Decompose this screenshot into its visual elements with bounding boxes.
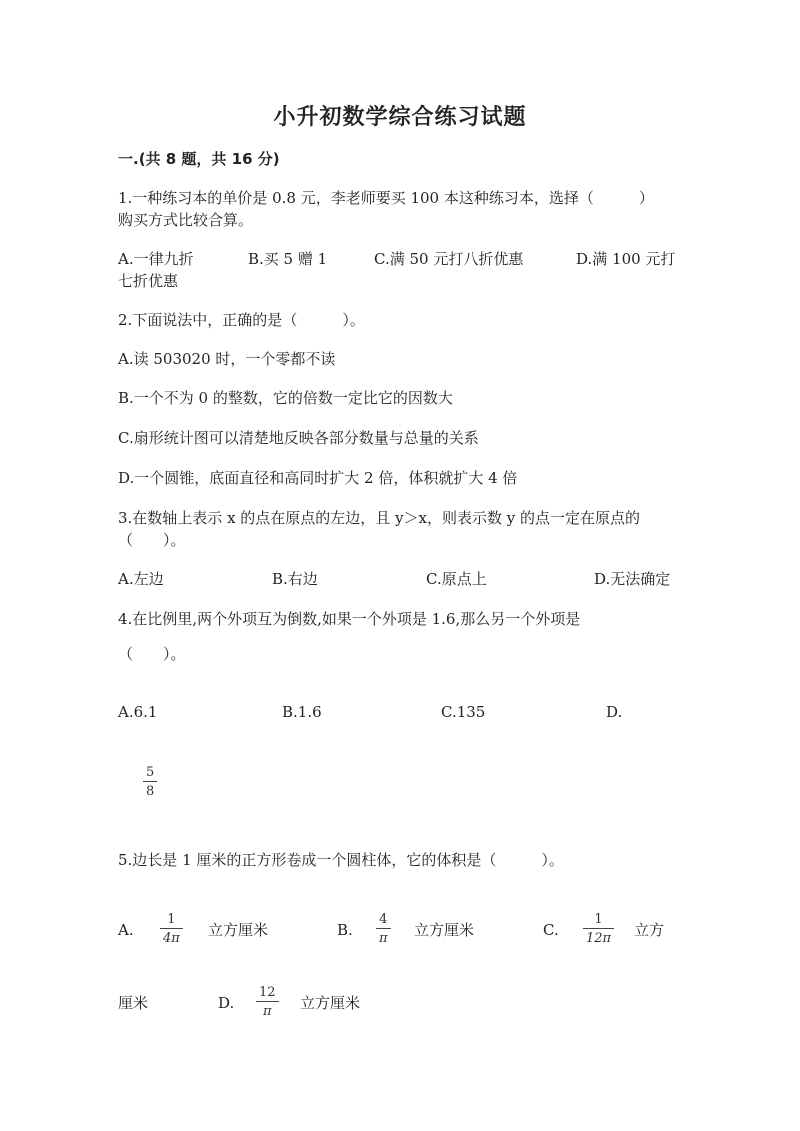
q5-option-b-fraction [376, 913, 391, 945]
fraction-numerator: 4 [379, 912, 388, 927]
q5-option-c-unit: 立方 [634, 921, 665, 939]
q4-option-d-fraction [143, 766, 157, 798]
q3-stem-line1: 3.在数轴上表示 x 的点在原点的左边，且 y＞x，则表示数 y 的点一定在原点的 [118, 509, 641, 527]
q5-option-c-fraction [583, 913, 614, 945]
q2-option-d: D.一个圆锥，底面直径和高同时扩大 2 倍，体积就扩大 4 倍 [118, 469, 518, 487]
q1-option-c: C.满 50 元打八折优惠 [374, 250, 524, 268]
q4-stem-line2: （ ）。 [118, 645, 186, 663]
q4-option-a: A.6.1 [118, 703, 158, 721]
q2-option-a: A.读 503020 时，一个零都不读 [118, 350, 336, 368]
q5-option-b-label: B. [337, 921, 353, 939]
q5-option-a-label: A. [118, 921, 134, 939]
q4-option-d: D. [606, 703, 623, 721]
q2-option-b: B.一个不为 0 的整数，它的倍数一定比它的因数大 [118, 389, 453, 407]
q1-option-a: A.一律九折 [118, 250, 194, 268]
q5-option-c-label: C. [543, 921, 559, 939]
q4-stem-line1: 4.在比例里,两个外项互为倒数,如果一个外项是 1.6,那么另一个外项是 [118, 610, 581, 628]
q3-option-c: C.原点上 [426, 570, 487, 588]
q5-option-c-unit-cont: 厘米 [118, 994, 149, 1012]
q1-stem-line2: 购买方式比较合算。 [118, 211, 254, 229]
q5-option-b-unit: 立方厘米 [414, 921, 475, 939]
q4-option-b: B.1.6 [282, 703, 322, 721]
q5-stem: 5.边长是 1 厘米的正方形卷成一个圆柱体，它的体积是（ ）。 [118, 851, 564, 869]
q4-option-c: C.135 [441, 703, 486, 721]
fraction-denominator: 4π [163, 931, 180, 946]
q3-option-a: A.左边 [118, 570, 164, 588]
q2-option-c: C.扇形统计图可以清楚地反映各部分数量与总量的关系 [118, 429, 479, 447]
q5-option-d-unit: 立方厘米 [300, 994, 361, 1012]
q5-option-a-unit: 立方厘米 [208, 921, 269, 939]
fraction-denominator: 12π [586, 931, 612, 946]
q1-option-b: B.买 5 赠 1 [248, 250, 328, 268]
fraction-denominator: 8 [146, 784, 155, 799]
q1-stem-line1: 1.一种练习本的单价是 0.8 元，李老师要买 100 本这种练习本，选择（ ） [118, 189, 654, 207]
page-title: 小升初数学综合练习试题 [273, 105, 527, 130]
section-heading: 一.(共 8 题，共 16 分) [118, 150, 280, 168]
fraction-denominator: π [379, 931, 388, 946]
q1-option-d-cont: 七折优惠 [118, 272, 179, 290]
q3-option-d: D.无法确定 [594, 570, 671, 588]
q3-stem-line2: （ ）。 [118, 531, 186, 549]
fraction-numerator: 1 [594, 912, 603, 927]
fraction-denominator: π [263, 1004, 272, 1019]
fraction-numerator: 1 [167, 912, 176, 927]
q5-option-d-label: D. [218, 994, 235, 1012]
fraction-numerator: 12 [259, 985, 276, 1000]
fraction-numerator: 5 [146, 765, 155, 780]
q1-option-d: D.满 100 元打 [576, 250, 676, 268]
q3-option-b: B.右边 [272, 570, 318, 588]
q5-option-d-fraction [256, 986, 279, 1018]
q2-stem: 2.下面说法中，正确的是（ ）。 [118, 311, 365, 329]
q5-option-a-fraction [160, 913, 183, 945]
